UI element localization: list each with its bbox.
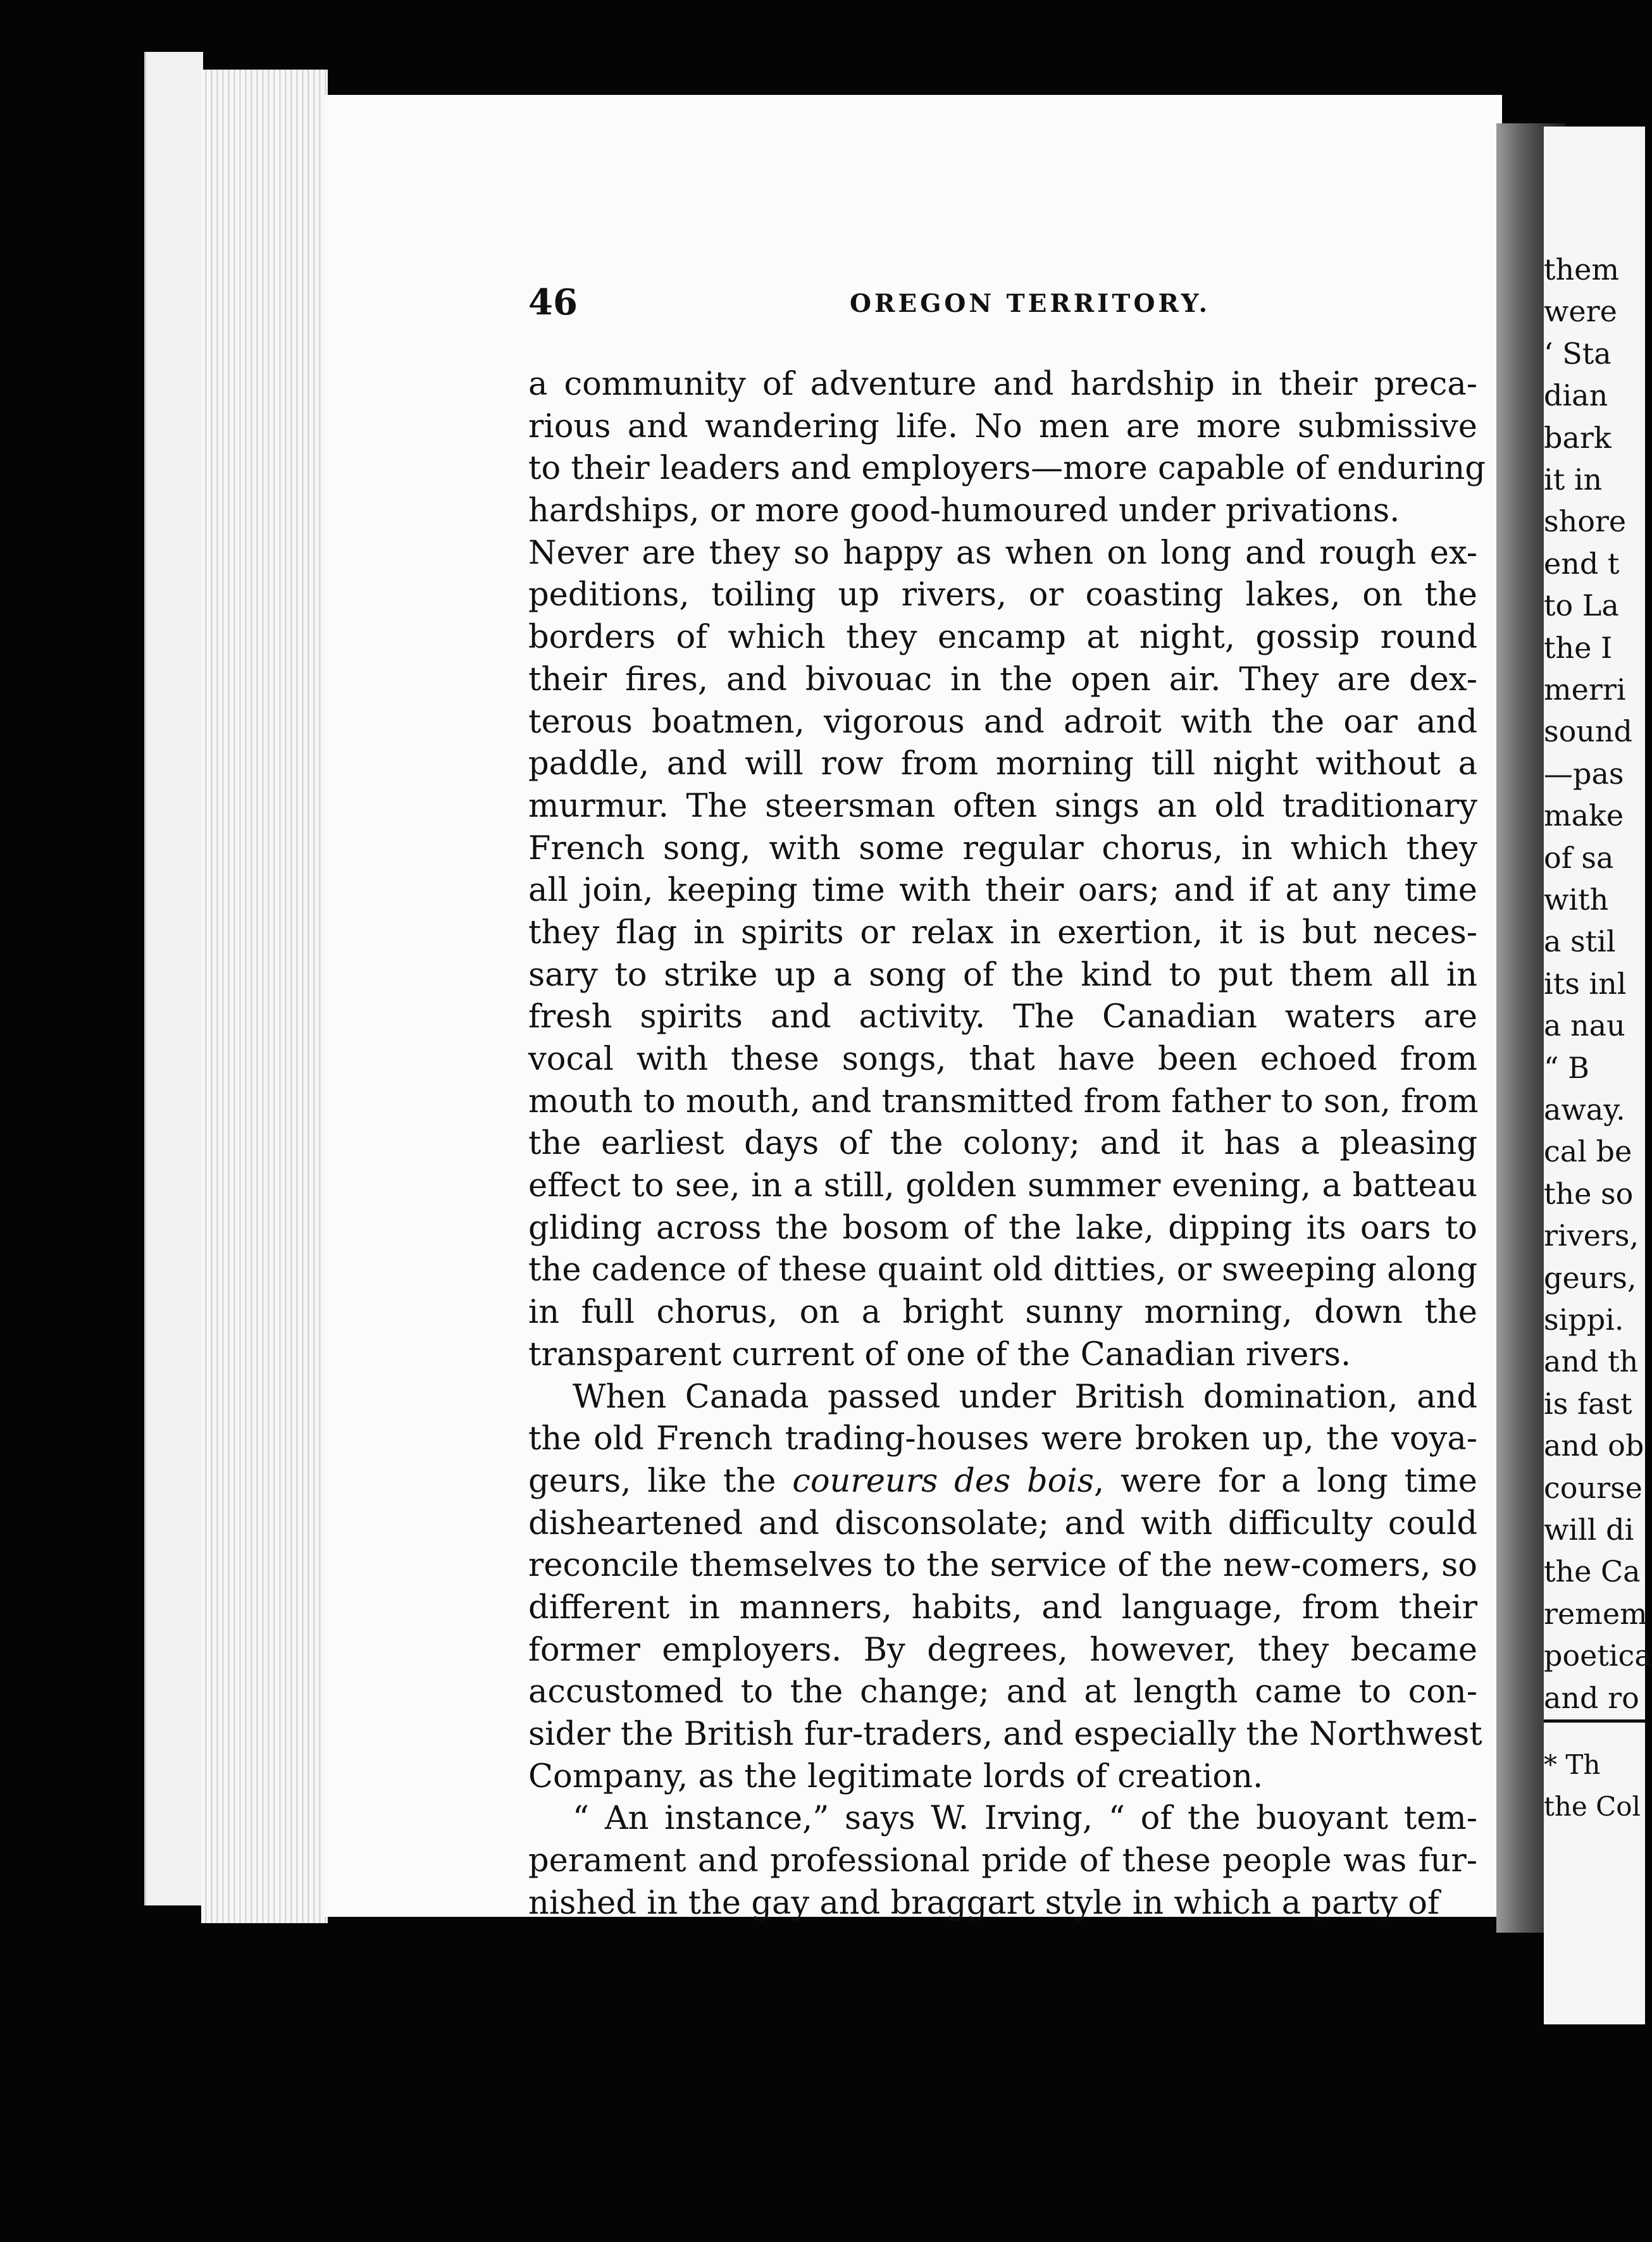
text-line: hardships, or more good-humoured under privations.: [528, 492, 1400, 530]
text-line: the earliest days of the colony; and it has a pleasing: [528, 1125, 1477, 1163]
text-line: former employers. By degrees, however, they became: [528, 1631, 1477, 1669]
text-line: nished in the gay and braggart style in which a party of: [528, 1884, 1439, 1922]
text-line: gliding across the bosom of the lake, dipping its oars to: [528, 1209, 1477, 1247]
text-line: borders of which they encamp at night, gossip round: [528, 619, 1477, 657]
facing-text-fragment: ‘ Sta: [1544, 336, 1612, 371]
facing-text-fragment: and th: [1544, 1344, 1639, 1379]
text-line: vocal with these songs, that have been echoed from: [528, 1041, 1477, 1078]
footnote-rule: [1544, 1719, 1645, 1723]
facing-text-fragment: its inl: [1544, 966, 1627, 1001]
page-stack-edge: [144, 52, 203, 1905]
facing-text-fragment: the Col: [1544, 1791, 1641, 1823]
text-line: disheartened and disconsolate; and with difficulty could: [528, 1504, 1477, 1542]
text-line: all join, keeping time with their oars; and if at any time: [528, 872, 1477, 910]
facing-text-fragment: “ B: [1544, 1050, 1589, 1085]
facing-text-fragment: and ro: [1544, 1680, 1639, 1715]
facing-text-fragment: cal be: [1544, 1134, 1632, 1169]
text-line: Never are they so happy as when on long and rough ex-: [528, 534, 1477, 572]
text-line: [528, 1461, 1477, 1503]
text-line: they flag in spirits or relax in exertion, it is but neces-: [528, 914, 1477, 951]
facing-text-fragment: poetica: [1544, 1638, 1652, 1673]
text-line: different in manners, habits, and language, from their: [528, 1589, 1477, 1626]
facing-text-fragment: with: [1544, 883, 1609, 917]
body-text: [528, 364, 1486, 1924]
facing-text-fragment: geurs,: [1544, 1260, 1637, 1295]
facing-text-fragment: remem: [1544, 1596, 1648, 1631]
facing-text-fragment: is fast: [1544, 1386, 1632, 1421]
text-line: “ An instance,” says W. Irving, “ of the buoyant tem-: [573, 1800, 1477, 1838]
text-line: rious and wandering life. No men are more submissive: [528, 407, 1477, 445]
text-line: Company, as the legitimate lords of creation.: [528, 1757, 1264, 1795]
facing-text-fragment: to La: [1544, 588, 1619, 623]
text-line: accustomed to the change; and at length came to con-: [528, 1673, 1477, 1711]
running-head: [528, 282, 1477, 326]
facing-text-fragment: bark: [1544, 420, 1612, 455]
text-line: paddle, and will row from morning till night without a: [528, 745, 1477, 783]
facing-text-fragment: sippi.: [1544, 1303, 1624, 1337]
text-line: in full chorus, on a bright sunny morning, down the: [528, 1294, 1477, 1332]
text-line: French song, with some regular chorus, in which they: [528, 829, 1477, 867]
text-line: effect to see, in a still, golden summer evening, a batteau: [528, 1167, 1477, 1205]
text-line: a community of adventure and hardship in their preca-: [528, 366, 1477, 403]
facing-text-fragment: —pas: [1544, 756, 1624, 791]
facing-text-fragment: the so: [1544, 1176, 1634, 1211]
text-line: sider the British fur-traders, and especially the Northwest: [528, 1716, 1482, 1753]
facing-text-fragment: end t: [1544, 546, 1620, 581]
text-line: the old French trading-houses were broken up, the voya-: [528, 1420, 1477, 1458]
facing-text-fragment: merri: [1544, 672, 1626, 707]
facing-text-fragment: rivers,: [1544, 1218, 1639, 1253]
text-line: to their leaders and employers—more capable of enduring: [528, 450, 1486, 488]
facing-text-fragment: of sa: [1544, 840, 1614, 875]
running-title: OREGON TERRITORY.: [850, 289, 1211, 318]
facing-text-fragment: make: [1544, 798, 1624, 833]
text-line: When Canada passed under British domination, and: [573, 1378, 1477, 1416]
italic-phrase: coureurs des bois: [792, 1462, 1094, 1500]
text-line: sary to strike up a song of the kind to put them all in: [528, 956, 1477, 994]
text-line: mouth to mouth, and transmitted from father to son, from: [528, 1082, 1479, 1120]
text-line: fresh spirits and activity. The Canadian waters are: [528, 998, 1477, 1036]
facing-text-fragment: * Th: [1544, 1749, 1601, 1780]
text-segment: , were for a long time: [1093, 1462, 1477, 1500]
facing-text-fragment: shore: [1544, 504, 1627, 539]
facing-text-fragment: will di: [1544, 1513, 1634, 1547]
facing-text-fragment: the I: [1544, 630, 1613, 665]
facing-text-fragment: dian: [1544, 378, 1608, 413]
facing-text-fragment: and ob: [1544, 1428, 1644, 1463]
facing-text-fragment: them: [1544, 252, 1619, 287]
text-line: the cadence of these quaint old ditties, or sweeping along: [528, 1251, 1477, 1289]
text-line: their fires, and bivouac in the open air. They are dex-: [528, 660, 1477, 698]
text-line: terous boatmen, vigorous and adroit with the oar and: [528, 703, 1477, 741]
text-line: transparent current of one of the Canadian rivers.: [528, 1335, 1351, 1373]
text-line: perament and professional pride of these people was fur-: [528, 1842, 1477, 1880]
page-edges: [201, 70, 328, 1923]
facing-text-fragment: course: [1544, 1470, 1643, 1505]
text-line: murmur. The steersman often sings an old traditionary: [528, 787, 1477, 825]
page-number: 46: [528, 282, 578, 323]
facing-text-fragment: away.: [1544, 1093, 1625, 1127]
text-line: peditions, toiling up rivers, or coasting lakes, on the: [528, 576, 1477, 614]
facing-text-fragment: the Ca: [1544, 1554, 1641, 1589]
facing-text-fragment: a nau: [1544, 1008, 1625, 1043]
facing-text-fragment: a stil: [1544, 924, 1616, 959]
facing-text-fragment: it in: [1544, 462, 1603, 497]
facing-text-fragment: were: [1544, 294, 1617, 329]
facing-text-fragment: sound: [1544, 714, 1632, 749]
text-segment: geurs, like the: [528, 1462, 793, 1500]
facing-page: [1544, 127, 1652, 2024]
text-line: reconcile themselves to the service of the new-comers, so: [528, 1547, 1477, 1585]
